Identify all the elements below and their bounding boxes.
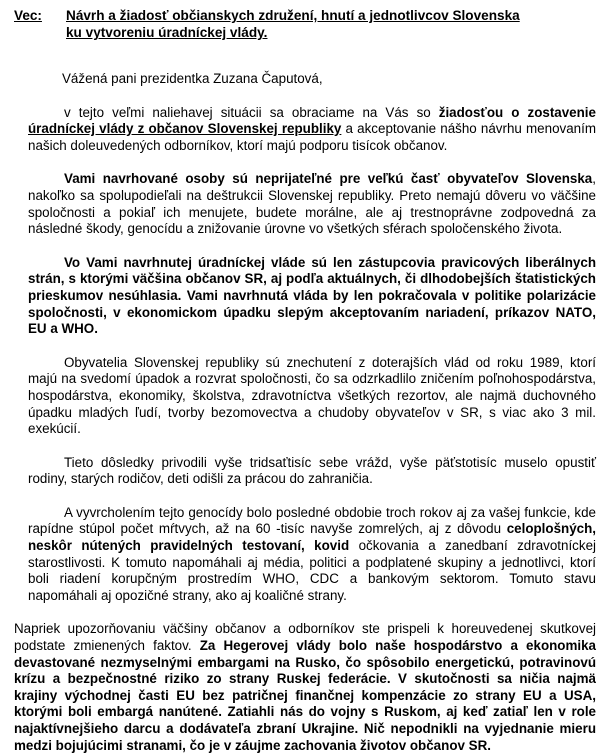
p1-bold-request: žiadosťou o zostavenie	[438, 104, 596, 120]
subject-title-line2: ku vytvoreniu úradníckej vlády.	[66, 25, 268, 40]
p2-bold: Vami navrhované osoby sú neprijateľné pre veľkú časť obyvateľov Slovenska	[64, 171, 593, 187]
subject-title-line1: Návrh a žiadosť občianskych združení, hnutí a jednotlivcov Slovenska	[66, 8, 520, 23]
salutation: Vážená pani prezidentka Zuzana Čaputová,	[62, 71, 323, 86]
subject-label: Vec:	[14, 8, 42, 23]
p3-bold: Vo Vami navrhnutej úradníckej vláde sú len zástupcovia pravicových liberálnych strán, s ktorými väčšina občanov SR, aj podľa aktuálnych, či dlhodobejších štatistických prieskumov nesúhlasia. Vami navrhnutá vláda by len pokračovala v politike polarizácie spoločnosti, v ekonomickom úpadku slepým akceptovaním nariadení, príkazov NATO, EU a WHO.	[28, 254, 596, 337]
p6-text-a: A vyvrcholením tejto genocídy bolo posledné obdobie troch rokov aj za vašej funkcie, kde rapídne stúpol počet mŕtvych, až na 60 -tisíc navyše zomrelých, aj z dôvodu	[28, 504, 596, 537]
paragraph-request	[14, 105, 596, 155]
subject-header	[14, 7, 596, 41]
p1-text-a: v tejto veľmi naliehavej situácii sa obraciame na Vás so	[64, 104, 439, 120]
paragraph-heger-government	[14, 621, 596, 754]
p1-text-d: a akceptovanie nášho návrhu menovaním našich doleuvedených odborníkov, ktorí majú podporu tisícok občanov.	[28, 121, 596, 153]
paragraph-genocide	[14, 505, 596, 605]
p2-text: , nakoľko sa spolupodieľali na deštrukcii Slovenskej republiky. Preto nemajú dôveru vo väčšine spoločnosti a pokiaľ ich menujete, budete morálne, ale aj trestnoprávne zodpovedná za následné škody, genocídu a znižovanie úrovne vo všetkých sférach spoločenského života.	[28, 171, 596, 237]
paragraph-consequences: Tieto dôsledky privodili vyše tridsaťtisíc sebe vrážd, vyše päťstotisíc muselo opustiť rodiny, starých rodičov, deti odišli za prácou do zahraničia.	[28, 454, 596, 487]
subject-title	[66, 7, 596, 41]
p7-text-a: Napriek upozorňovaniu väčšiny občanov a odborníkov ste prispeli k horeuvedenej skutkovej podstate zmienených faktov.	[14, 621, 596, 654]
paragraph-unacceptable	[14, 171, 596, 237]
p7-bold: Za Hegerovej vlády bolo naše hospodárstvo a ekonomika devastované nezmyselnými embargami na Rusko, čo spôsobilo energetickú, potravinovú krízu a bezpečnostné riziko zo strany Ruskej federácie. V skutočnosti sa ničia najmä krajiny východnej časti EU bez patričnej finančnej kompenzácie zo strany EU a USA, ktorými boli embargá nanútené. Zatiahli nás do vojny s Ruskom, aj keď zatiaľ len v role najaktívnejšieho darcu a dodávateľa zbraní Ukrajine. Nič nepodnikli na vyjednanie mieru medzi bojujúcimi stranami, čo je v záujme zachovania životov občanov SR.	[14, 638, 597, 753]
paragraph-citizens: Obyvatelia Slovenskej republiky sú znechutení z doterajších vlád od roku 1989, ktorí majú na svedomí úpadok a rozvrat spoločnosti, čo sa odzrkadlilo zničením poľnohospodárstva, hospodárstva, ekonomiky, školstva, zdravotníctva všetkých rezortov, ale najmä duchovného úpadku mladých ľudí, tvorby bezomovectva a chudoby obyvateľov v SR, s viac ako 3 mil. exekúcií.	[28, 354, 596, 437]
paragraph-liberal-parties	[14, 255, 596, 338]
p6-bold: celoplošných, neskôr nútených pravidelných testovaní, kovid	[28, 521, 596, 554]
p1-bold-underlined: úradníckej vlády z občanov Slovenskej republiky	[28, 121, 342, 137]
p6-text-c: očkovania a zanedbaní zdravotníckej starostlivosti. K tomuto napomáhali aj média, politici a podplatené skupiny a jednotlivci, ktorí boli riadení korupčným prostredím WHO, CDC a bankovým sektorom. Tomuto stavu napomáhali aj opozičné strany, ako aj koaličné strany.	[28, 538, 596, 603]
